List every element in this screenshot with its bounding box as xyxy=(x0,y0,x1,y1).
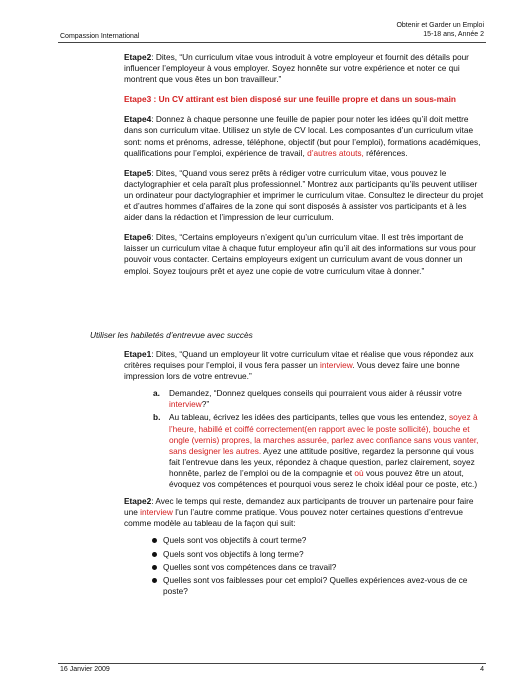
question-item xyxy=(124,549,486,560)
step-4-after: références. xyxy=(363,147,408,158)
substep-b-mid: Ayez une attitude positive, regardez la personne qui vous fait l’entrevue dans les yeux, répondez à chaque question, parlez clairement, soyez honnête, parlez de l’emploi ou de la compagnie et xyxy=(169,445,475,478)
question-text: Quels sont vos objectifs à long terme? xyxy=(163,548,304,559)
step-6-label: Etape6 xyxy=(124,232,152,243)
step-6-text: : Dites, “Certains employeurs n’exigent qu’un curriculum vitae. Il est très important de laisser un curriculum vitae à chaque futur employeur afin qu’il ait des informations sur vous pour pouvoir vous contacter. Certains employeurs exigent un curriculum avant de vous donner un emploi. Soyez toujours prêt et ayez une copie de votre curriculum vitae à donner.” xyxy=(124,232,476,276)
step-5-label: Etape5 xyxy=(124,167,152,178)
substep-b-highlight-2: où xyxy=(354,467,364,478)
interview-step-1-text: : Dites, “Quand un employeur lit votre curriculum vitae et réalise que vous répondez aux critères requises pour l’emploi, il vous fera passer un xyxy=(124,349,474,371)
header-title-line1: Obtenir et Garder un Emploi xyxy=(396,22,484,29)
step-6 xyxy=(124,232,486,276)
question-item xyxy=(124,575,486,597)
step-4-highlight: d’autres atouts, xyxy=(307,147,364,158)
bullet-icon xyxy=(152,565,157,570)
interview-step-1-after: . Vous devez faire une bonne impression lors de votre entrevue.” xyxy=(124,360,460,382)
bullet-icon xyxy=(152,538,157,543)
substep-b-highlight: soyez à l’heure, habillé et coiffé correctement(en rapport avec le poste sollicité), bouche et ongle (vernis) propres, la marches assurée, parlez avec confiance sans vous vanter, sans designer les autres. xyxy=(169,412,479,456)
step-2-label: Etape2 xyxy=(124,52,152,62)
section-label-interview: Utiliser les habiletés d’entrevue avec succès xyxy=(90,330,253,340)
footer-page-number: 4 xyxy=(480,666,484,673)
question-item xyxy=(124,535,486,546)
substep-b-text: Au tableau, écrivez les idées des participants, telles que vous les entendez, xyxy=(169,412,449,423)
step-2 xyxy=(124,52,486,85)
footer-date: 16 Janvier 2009 xyxy=(60,666,110,673)
substep-a-mark: a. xyxy=(153,388,160,399)
question-text: Quels sont vos objectifs à court terme? xyxy=(163,535,307,546)
substep-a-after: ?” xyxy=(201,399,210,410)
substep-a xyxy=(124,388,486,410)
step-3-heading: Etape3 : Un CV attirant est bien disposé sur une feuille propre et dans un sous-main xyxy=(124,94,456,105)
step-4 xyxy=(124,114,486,158)
interview-step-1-highlight: interview xyxy=(320,360,353,371)
interview-step-2-text: : Avec le temps qui reste, demandez aux participants de trouver un partenaire pour faire une xyxy=(124,496,474,518)
interview-step-2-highlight: interview xyxy=(140,507,173,518)
interview-step-1-label: Etape1 xyxy=(124,349,152,359)
header-org: Compassion International xyxy=(60,33,140,40)
bullet-icon xyxy=(152,552,157,557)
header-title-line2: 15-18 ans, Année 2 xyxy=(423,31,484,38)
bullet-icon xyxy=(152,578,157,583)
footer-rule xyxy=(58,663,486,664)
substep-b-mark: b. xyxy=(153,412,161,423)
step-4-text: : Donnez à chaque personne une feuille de papier pour noter les idées qu’il doit mettre dans son curriculum vitae. Utilisez un style de CV local. Les composantes d’un curriculum vitae sont: noms et prénoms, adresse, téléphone, objectif (but pour l’emploi), formations académiques, qualifications pour l’emploi, expérience de travail, xyxy=(124,114,481,158)
substep-a-text: Demandez, “Donnez quelques conseils qui pourraient vous aider à réussir votre xyxy=(169,388,462,399)
interview-step-1 xyxy=(124,349,486,382)
step-5 xyxy=(124,168,486,223)
substep-b-after: vous pouvez être un atout, évoquez vos compétences et pourquoi vous serez le choix idéal pour ce poste, etc.) xyxy=(169,467,478,490)
interview-step-2-label: Etape2 xyxy=(124,496,152,507)
step-5-text: : Dites, “Quand vous serez prêts à rédiger votre curriculum vitae, vous pouvez le dactylographier et cela paraît plus professionnel.” Montrez aux participants qu’ils peuvent utiliser un ordinateur pour dactylographier et imprimer le curriculum vitae. Consultez le directeur du projet et d’autres hommes d’affaires de la zone qui sont disposés à assister vos participants et à les aider dans la rédaction et l’impression de leur curriculum. xyxy=(124,167,484,223)
question-list xyxy=(124,535,486,596)
step-2-text: : Dites, “Un curriculum vitae vous introduit à votre employeur et fournit des détails pour influencer l’employeur à vous employer. Soyez honnête sur votre expérience et noter ce qui montrent que vous êtes un bon travailleur.” xyxy=(124,52,469,85)
section-interview xyxy=(124,349,486,599)
interview-step-2 xyxy=(124,496,486,529)
substep-b xyxy=(124,412,486,490)
step-4-label: Etape4 xyxy=(124,114,152,125)
header-rule xyxy=(58,42,486,43)
question-text: Quelles sont vos faiblesses pour cet emploi? Quelles expériences avez-vous de ce poste? xyxy=(163,574,468,596)
substep-a-highlight: interview xyxy=(169,399,202,410)
interview-substeps xyxy=(124,388,486,490)
question-item xyxy=(124,562,486,573)
section-resume xyxy=(124,52,486,286)
header-title xyxy=(396,21,484,39)
interview-step-2-after: l’un l’autre comme pratique. Vous pouvez noter certaines questions d’entrevue comme modèle au tableau de la façon qui suit: xyxy=(124,507,464,529)
question-text: Quelles sont vos compétences dans ce travail? xyxy=(163,561,337,572)
